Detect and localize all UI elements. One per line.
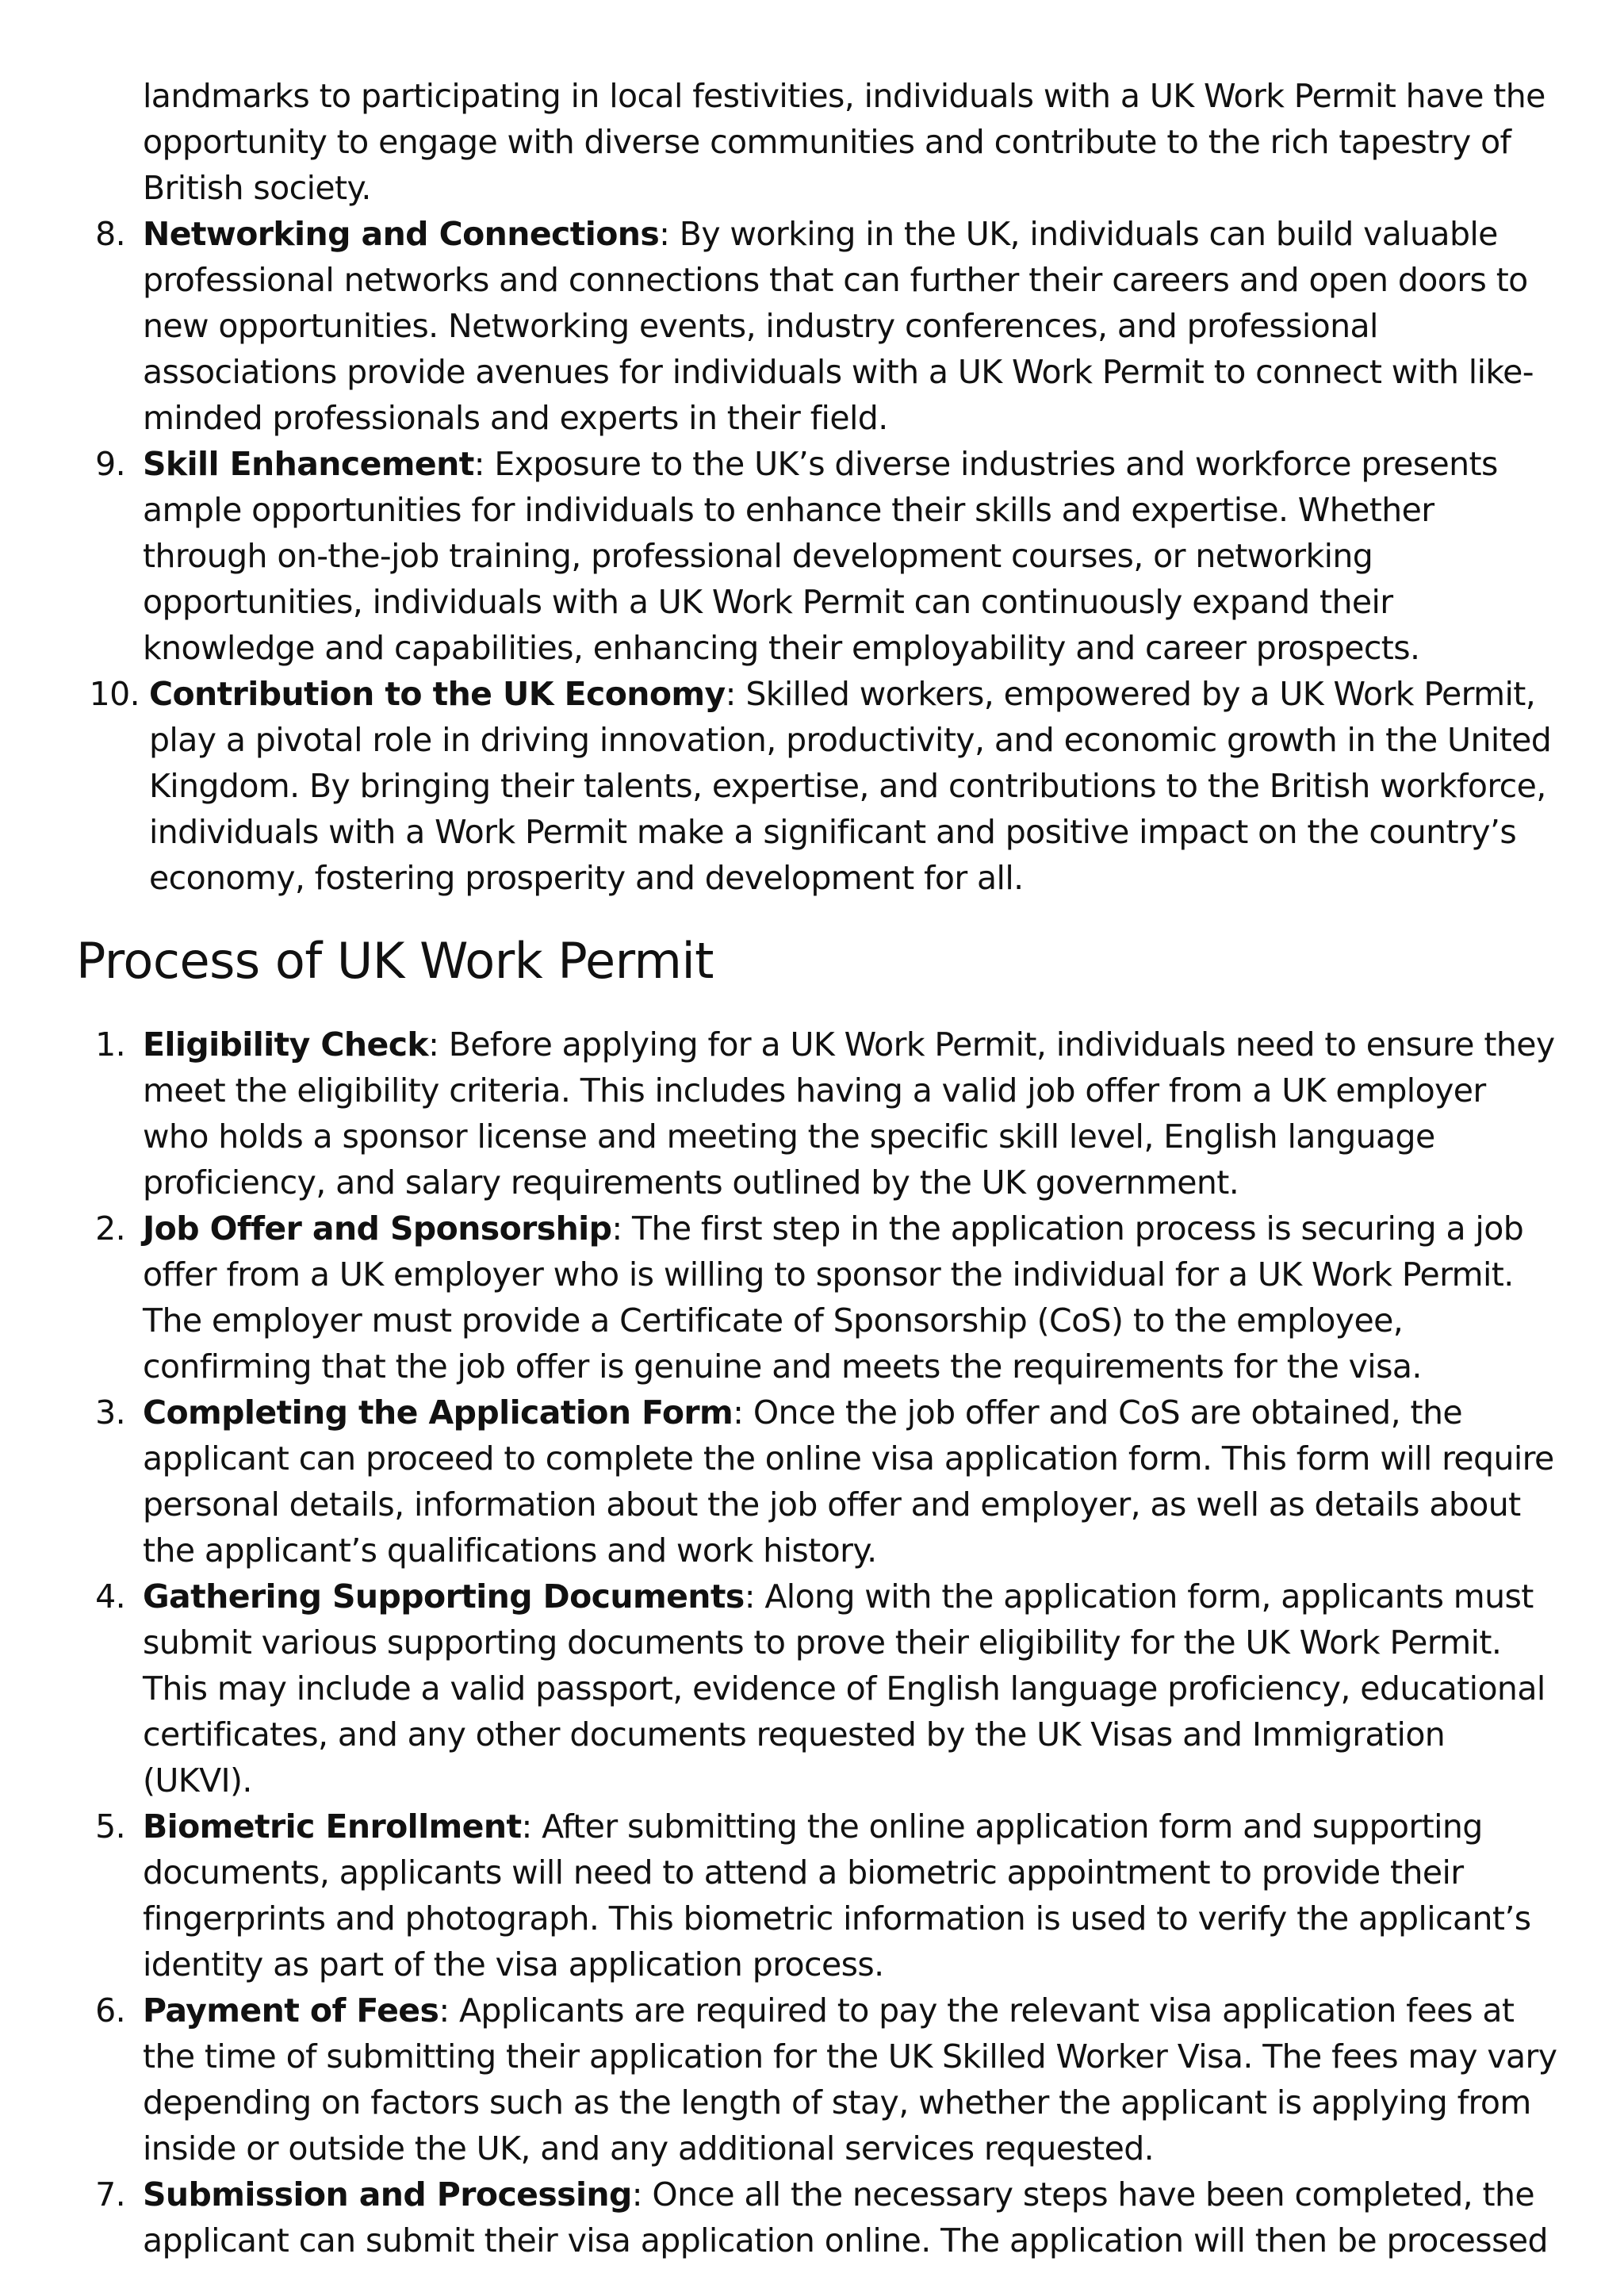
list-item-title: Payment of Fees	[143, 1991, 439, 2030]
list-item-title: Gathering Supporting Documents	[143, 1577, 745, 1616]
list-number: 1.	[95, 1025, 125, 1064]
intro-continuation-text: landmarks to participating in local festivities, individuals with a UK Work Permit have the opportunity to engage with diverse communities and contribute to the rich tapestry of British society.	[143, 77, 1545, 207]
list-item	[76, 1803, 1561, 1987]
list-number: 9.	[95, 445, 125, 483]
list-number: 6.	[95, 1991, 125, 2030]
list-item-text: : Applicants are required to pay the relevant visa application fees at the time of submitting their application for the UK Skilled Worker Visa. The fees may vary depending on factors such as the length of stay, whether the applicant is applying from inside or outside the UK, and any additional services requested.	[143, 1991, 1557, 2168]
list-item	[76, 211, 1561, 441]
list-number: 2.	[95, 1209, 125, 1248]
list-item-text: : Once the job offer and CoS are obtained, the applicant can proceed to complete the online visa application form. This form will require personal details, information about the job offer and employer, as well as details about the applicant’s qualifications and work history.	[143, 1393, 1554, 1570]
list-number: 4.	[95, 1577, 125, 1616]
list-number: 5.	[95, 1807, 125, 1846]
list-item-title: Job Offer and Sponsorship	[143, 1209, 612, 1248]
list-item-title: Contribution to the UK Economy	[149, 675, 726, 713]
process-steps-list	[76, 1022, 1561, 2263]
list-item-text: : After submitting the online application form and supporting documents, applicants will need to attend a biometric appointment to provide their fingerprints and photograph. This biometric information is used to verify the applicant’s identity as part of the visa application process.	[143, 1807, 1531, 1984]
list-item-text: : By working in the UK, individuals can build valuable professional networks and connections that can further their careers and open doors to new opportunities. Networking events, industry conferences, and professional associations provide avenues for individuals with a UK Work Permit to connect with like-minded professionals and experts in their field.	[143, 215, 1534, 437]
list-number: 7.	[95, 2175, 125, 2214]
benefits-list	[76, 211, 1561, 901]
section-heading: Process of UK Work Permit	[76, 932, 714, 990]
list-item-text: : Skilled workers, empowered by a UK Work Permit, play a pivotal role in driving innovation, productivity, and economic growth in the United Kingdom. By bringing their talents, expertise, and contributions to the British workforce, individuals with a Work Permit make a significant and positive impact on the country’s economy, fostering prosperity and development for all.	[149, 675, 1552, 897]
list-item	[76, 2171, 1561, 2263]
list-item-title: Biometric Enrollment	[143, 1807, 522, 1846]
list-item-text: : The first step in the application process is securing a job offer from a UK employer who is willing to sponsor the individual for a UK Work Permit. The employer must provide a Certificate of Sponsorship (CoS) to the employee, confirming that the job offer is genuine and meets the requirements for the visa.	[143, 1209, 1524, 1386]
list-item	[76, 1389, 1561, 1573]
list-item-title: Submission and Processing	[143, 2175, 632, 2214]
list-number: 3.	[95, 1393, 125, 1432]
list-number: 10.	[89, 675, 140, 713]
list-item-title: Skill Enhancement	[143, 445, 474, 483]
list-item-title: Completing the Application Form	[143, 1393, 733, 1432]
list-item	[76, 1205, 1561, 1389]
list-item	[76, 1987, 1561, 2171]
list-item	[76, 441, 1561, 671]
list-item	[76, 1573, 1561, 1803]
list-number: 8.	[95, 215, 125, 253]
list-item-title: Networking and Connections	[143, 215, 660, 253]
list-item	[76, 671, 1561, 901]
list-item-text: : Once all the necessary steps have been completed, the applicant can submit their visa application online. The application will then be processed	[143, 2175, 1548, 2260]
list-item-text: : Exposure to the UK’s diverse industries and workforce presents ample opportunities for individuals to enhance their skills and expertise. Whether through on-the-job training, professional development courses, or networking opportunities, individuals with a UK Work Permit can continuously expand their knowledge and capabilities, enhancing their employability and career prospects.	[143, 445, 1498, 667]
intro-continuation	[76, 73, 1561, 211]
list-item-text: : Before applying for a UK Work Permit, individuals need to ensure they meet the eligibility criteria. This includes having a valid job offer from a UK employer who holds a sponsor license and meeting the specific skill level, English language proficiency, and salary requirements outlined by the UK government.	[143, 1025, 1555, 1202]
list-item	[76, 1022, 1561, 1205]
list-item-text: : Along with the application form, applicants must submit various supporting documents to prove their eligibility for the UK Work Permit. This may include a valid passport, evidence of English language proficiency, educational certificates, and any other documents requested by the UK Visas and Immigration (UKVI).	[143, 1577, 1545, 1800]
list-item-title: Eligibility Check	[143, 1025, 429, 1064]
